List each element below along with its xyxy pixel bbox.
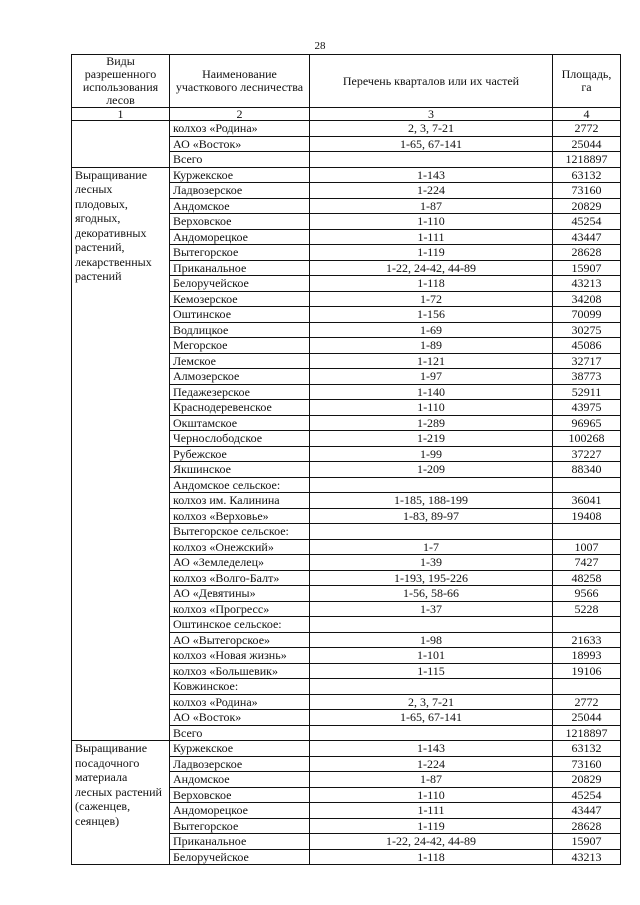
- column-number: 1: [72, 108, 170, 121]
- area-cell: 100268: [553, 431, 621, 447]
- quarters-cell: 1-140: [310, 384, 553, 400]
- area-cell: 43213: [553, 276, 621, 292]
- forestry-name-cell: АО «Вытегорское»: [170, 632, 310, 648]
- quarters-cell: 1-119: [310, 245, 553, 261]
- table-body: [72, 121, 621, 865]
- forestry-name-cell: Рубежское: [170, 446, 310, 462]
- area-cell: 19106: [553, 663, 621, 679]
- quarters-cell: 1-224: [310, 756, 553, 772]
- quarters-cell: 1-143: [310, 741, 553, 757]
- area-cell: 15907: [553, 834, 621, 850]
- area-cell: 96965: [553, 415, 621, 431]
- area-cell: 1218897: [553, 152, 621, 168]
- quarters-cell: 1-87: [310, 772, 553, 788]
- quarters-cell: 1-65, 67-141: [310, 710, 553, 726]
- area-cell: [553, 679, 621, 695]
- quarters-cell: [310, 679, 553, 695]
- quarters-cell: 1-118: [310, 276, 553, 292]
- area-cell: 43447: [553, 803, 621, 819]
- forestry-name-cell: колхоз «Онежский»: [170, 539, 310, 555]
- forestry-name-cell: колхоз «Волго-Балт»: [170, 570, 310, 586]
- area-cell: 88340: [553, 462, 621, 478]
- quarters-cell: 1-156: [310, 307, 553, 323]
- area-cell: 37227: [553, 446, 621, 462]
- area-cell: 28628: [553, 818, 621, 834]
- forestry-name-cell: АО «Девятины»: [170, 586, 310, 602]
- quarters-cell: 1-39: [310, 555, 553, 571]
- header-row: [72, 55, 621, 108]
- forestry-name-cell: Верховское: [170, 787, 310, 803]
- area-cell: 70099: [553, 307, 621, 323]
- quarters-cell: 1-119: [310, 818, 553, 834]
- quarters-cell: 1-121: [310, 353, 553, 369]
- area-cell: 15907: [553, 260, 621, 276]
- area-cell: 25044: [553, 136, 621, 152]
- forestry-name-cell: Ковжинское:: [170, 679, 310, 695]
- quarters-cell: 1-83, 89-97: [310, 508, 553, 524]
- column-number: 3: [310, 108, 553, 121]
- quarters-cell: [310, 725, 553, 741]
- area-cell: [553, 617, 621, 633]
- area-cell: 1218897: [553, 725, 621, 741]
- quarters-cell: 1-110: [310, 787, 553, 803]
- area-cell: 73160: [553, 183, 621, 199]
- quarters-cell: 1-111: [310, 229, 553, 245]
- quarters-cell: 2, 3, 7-21: [310, 694, 553, 710]
- quarters-cell: [310, 477, 553, 493]
- forestry-name-cell: Андомское: [170, 772, 310, 788]
- area-cell: 20829: [553, 198, 621, 214]
- forestry-name-cell: Андоморецкое: [170, 803, 310, 819]
- use-type-cell: [72, 121, 170, 168]
- forestry-name-cell: колхоз «Родина»: [170, 121, 310, 137]
- forestry-name-cell: колхоз «Большевик»: [170, 663, 310, 679]
- area-cell: 19408: [553, 508, 621, 524]
- quarters-cell: 1-110: [310, 400, 553, 416]
- forestry-name-cell: колхоз «Прогресс»: [170, 601, 310, 617]
- column-number: 2: [170, 108, 310, 121]
- forestry-name-cell: колхоз «Родина»: [170, 694, 310, 710]
- area-cell: 18993: [553, 648, 621, 664]
- area-cell: 63132: [553, 741, 621, 757]
- forestry-name-cell: Краснодеревенское: [170, 400, 310, 416]
- forestry-name-cell: АО «Земледелец»: [170, 555, 310, 571]
- forestry-name-cell: Якшинское: [170, 462, 310, 478]
- area-cell: 2772: [553, 121, 621, 137]
- quarters-cell: [310, 524, 553, 540]
- forestry-name-cell: Кемозерское: [170, 291, 310, 307]
- area-cell: 34208: [553, 291, 621, 307]
- area-cell: 30275: [553, 322, 621, 338]
- quarters-cell: 1-65, 67-141: [310, 136, 553, 152]
- forestry-name-cell: Куржекское: [170, 741, 310, 757]
- header-forestry-name: Наименование участкового лесничества: [170, 55, 310, 108]
- area-cell: 28628: [553, 245, 621, 261]
- quarters-cell: 1-101: [310, 648, 553, 664]
- quarters-cell: 1-143: [310, 167, 553, 183]
- forestry-name-cell: Андомское: [170, 198, 310, 214]
- quarters-cell: 1-99: [310, 446, 553, 462]
- area-cell: 43213: [553, 849, 621, 865]
- area-cell: 7427: [553, 555, 621, 571]
- forest-use-table: [71, 54, 621, 865]
- quarters-cell: 1-98: [310, 632, 553, 648]
- area-cell: 45086: [553, 338, 621, 354]
- quarters-cell: 1-69: [310, 322, 553, 338]
- forestry-name-cell: Оштинское сельское:: [170, 617, 310, 633]
- forestry-name-cell: Белоручейское: [170, 849, 310, 865]
- quarters-cell: 2, 3, 7-21: [310, 121, 553, 137]
- forestry-name-cell: колхоз «Новая жизнь»: [170, 648, 310, 664]
- area-cell: 38773: [553, 369, 621, 385]
- use-type-cell: Выращивание посадочного материала лесных растений (саженцев, сеянцев): [72, 741, 170, 865]
- quarters-cell: 1-97: [310, 369, 553, 385]
- area-cell: 45254: [553, 787, 621, 803]
- table-row: [72, 167, 621, 183]
- forestry-name-cell: Верховское: [170, 214, 310, 230]
- quarters-cell: 1-185, 188-199: [310, 493, 553, 509]
- forestry-name-cell: Андоморецкое: [170, 229, 310, 245]
- area-cell: 20829: [553, 772, 621, 788]
- area-cell: [553, 477, 621, 493]
- quarters-cell: [310, 617, 553, 633]
- quarters-cell: 1-111: [310, 803, 553, 819]
- quarters-cell: 1-118: [310, 849, 553, 865]
- header-use-type: Виды разрешенного использования лесов: [72, 55, 170, 108]
- use-type-cell: Выращивание лесных плодовых, ягодных, декоративных растений, лекарственных растений: [72, 167, 170, 741]
- forestry-name-cell: Чернослободское: [170, 431, 310, 447]
- area-cell: 48258: [553, 570, 621, 586]
- quarters-cell: 1-22, 24-42, 44-89: [310, 260, 553, 276]
- forestry-name-cell: Ладвозерское: [170, 183, 310, 199]
- header-area: Площадь, га: [553, 55, 621, 108]
- quarters-cell: 1-219: [310, 431, 553, 447]
- forestry-name-cell: Ладвозерское: [170, 756, 310, 772]
- forestry-name-cell: Андомское сельское:: [170, 477, 310, 493]
- forestry-name-cell: Лемское: [170, 353, 310, 369]
- quarters-cell: 1-89: [310, 338, 553, 354]
- area-cell: 52911: [553, 384, 621, 400]
- forestry-name-cell: Вытегорское сельское:: [170, 524, 310, 540]
- forestry-name-cell: Куржекское: [170, 167, 310, 183]
- forestry-name-cell: Приканальное: [170, 834, 310, 850]
- column-number: 4: [553, 108, 621, 121]
- forestry-name-cell: Всего: [170, 725, 310, 741]
- quarters-cell: 1-37: [310, 601, 553, 617]
- column-number-row: [72, 108, 621, 121]
- forestry-name-cell: Белоручейское: [170, 276, 310, 292]
- area-cell: 21633: [553, 632, 621, 648]
- area-cell: 2772: [553, 694, 621, 710]
- quarters-cell: 1-289: [310, 415, 553, 431]
- header-quarters: Перечень кварталов или их частей: [310, 55, 553, 108]
- area-cell: 73160: [553, 756, 621, 772]
- forestry-name-cell: Педажезерское: [170, 384, 310, 400]
- forestry-name-cell: Вытегорское: [170, 245, 310, 261]
- forestry-name-cell: АО «Восток»: [170, 136, 310, 152]
- area-cell: 43975: [553, 400, 621, 416]
- area-cell: 36041: [553, 493, 621, 509]
- quarters-cell: 1-56, 58-66: [310, 586, 553, 602]
- forestry-name-cell: колхоз «Верховье»: [170, 508, 310, 524]
- area-cell: 32717: [553, 353, 621, 369]
- area-cell: 5228: [553, 601, 621, 617]
- quarters-cell: 1-72: [310, 291, 553, 307]
- area-cell: 9566: [553, 586, 621, 602]
- area-cell: 25044: [553, 710, 621, 726]
- quarters-cell: 1-209: [310, 462, 553, 478]
- forestry-name-cell: колхоз им. Калинина: [170, 493, 310, 509]
- forestry-name-cell: Окштамское: [170, 415, 310, 431]
- page-number: 28: [314, 40, 326, 52]
- quarters-cell: [310, 152, 553, 168]
- quarters-cell: 1-22, 24-42, 44-89: [310, 834, 553, 850]
- area-cell: 63132: [553, 167, 621, 183]
- table-row: [72, 121, 621, 137]
- forestry-name-cell: Всего: [170, 152, 310, 168]
- area-cell: 43447: [553, 229, 621, 245]
- forestry-name-cell: Приканальное: [170, 260, 310, 276]
- quarters-cell: 1-110: [310, 214, 553, 230]
- area-cell: 45254: [553, 214, 621, 230]
- quarters-cell: 1-87: [310, 198, 553, 214]
- table-row: [72, 741, 621, 757]
- forestry-name-cell: Вытегорское: [170, 818, 310, 834]
- quarters-cell: 1-224: [310, 183, 553, 199]
- forestry-name-cell: Водлицкое: [170, 322, 310, 338]
- area-cell: 1007: [553, 539, 621, 555]
- forestry-name-cell: АО «Восток»: [170, 710, 310, 726]
- quarters-cell: 1-115: [310, 663, 553, 679]
- quarters-cell: 1-7: [310, 539, 553, 555]
- quarters-cell: 1-193, 195-226: [310, 570, 553, 586]
- forestry-name-cell: Алмозерское: [170, 369, 310, 385]
- forestry-name-cell: Мегорское: [170, 338, 310, 354]
- area-cell: [553, 524, 621, 540]
- forestry-name-cell: Оштинское: [170, 307, 310, 323]
